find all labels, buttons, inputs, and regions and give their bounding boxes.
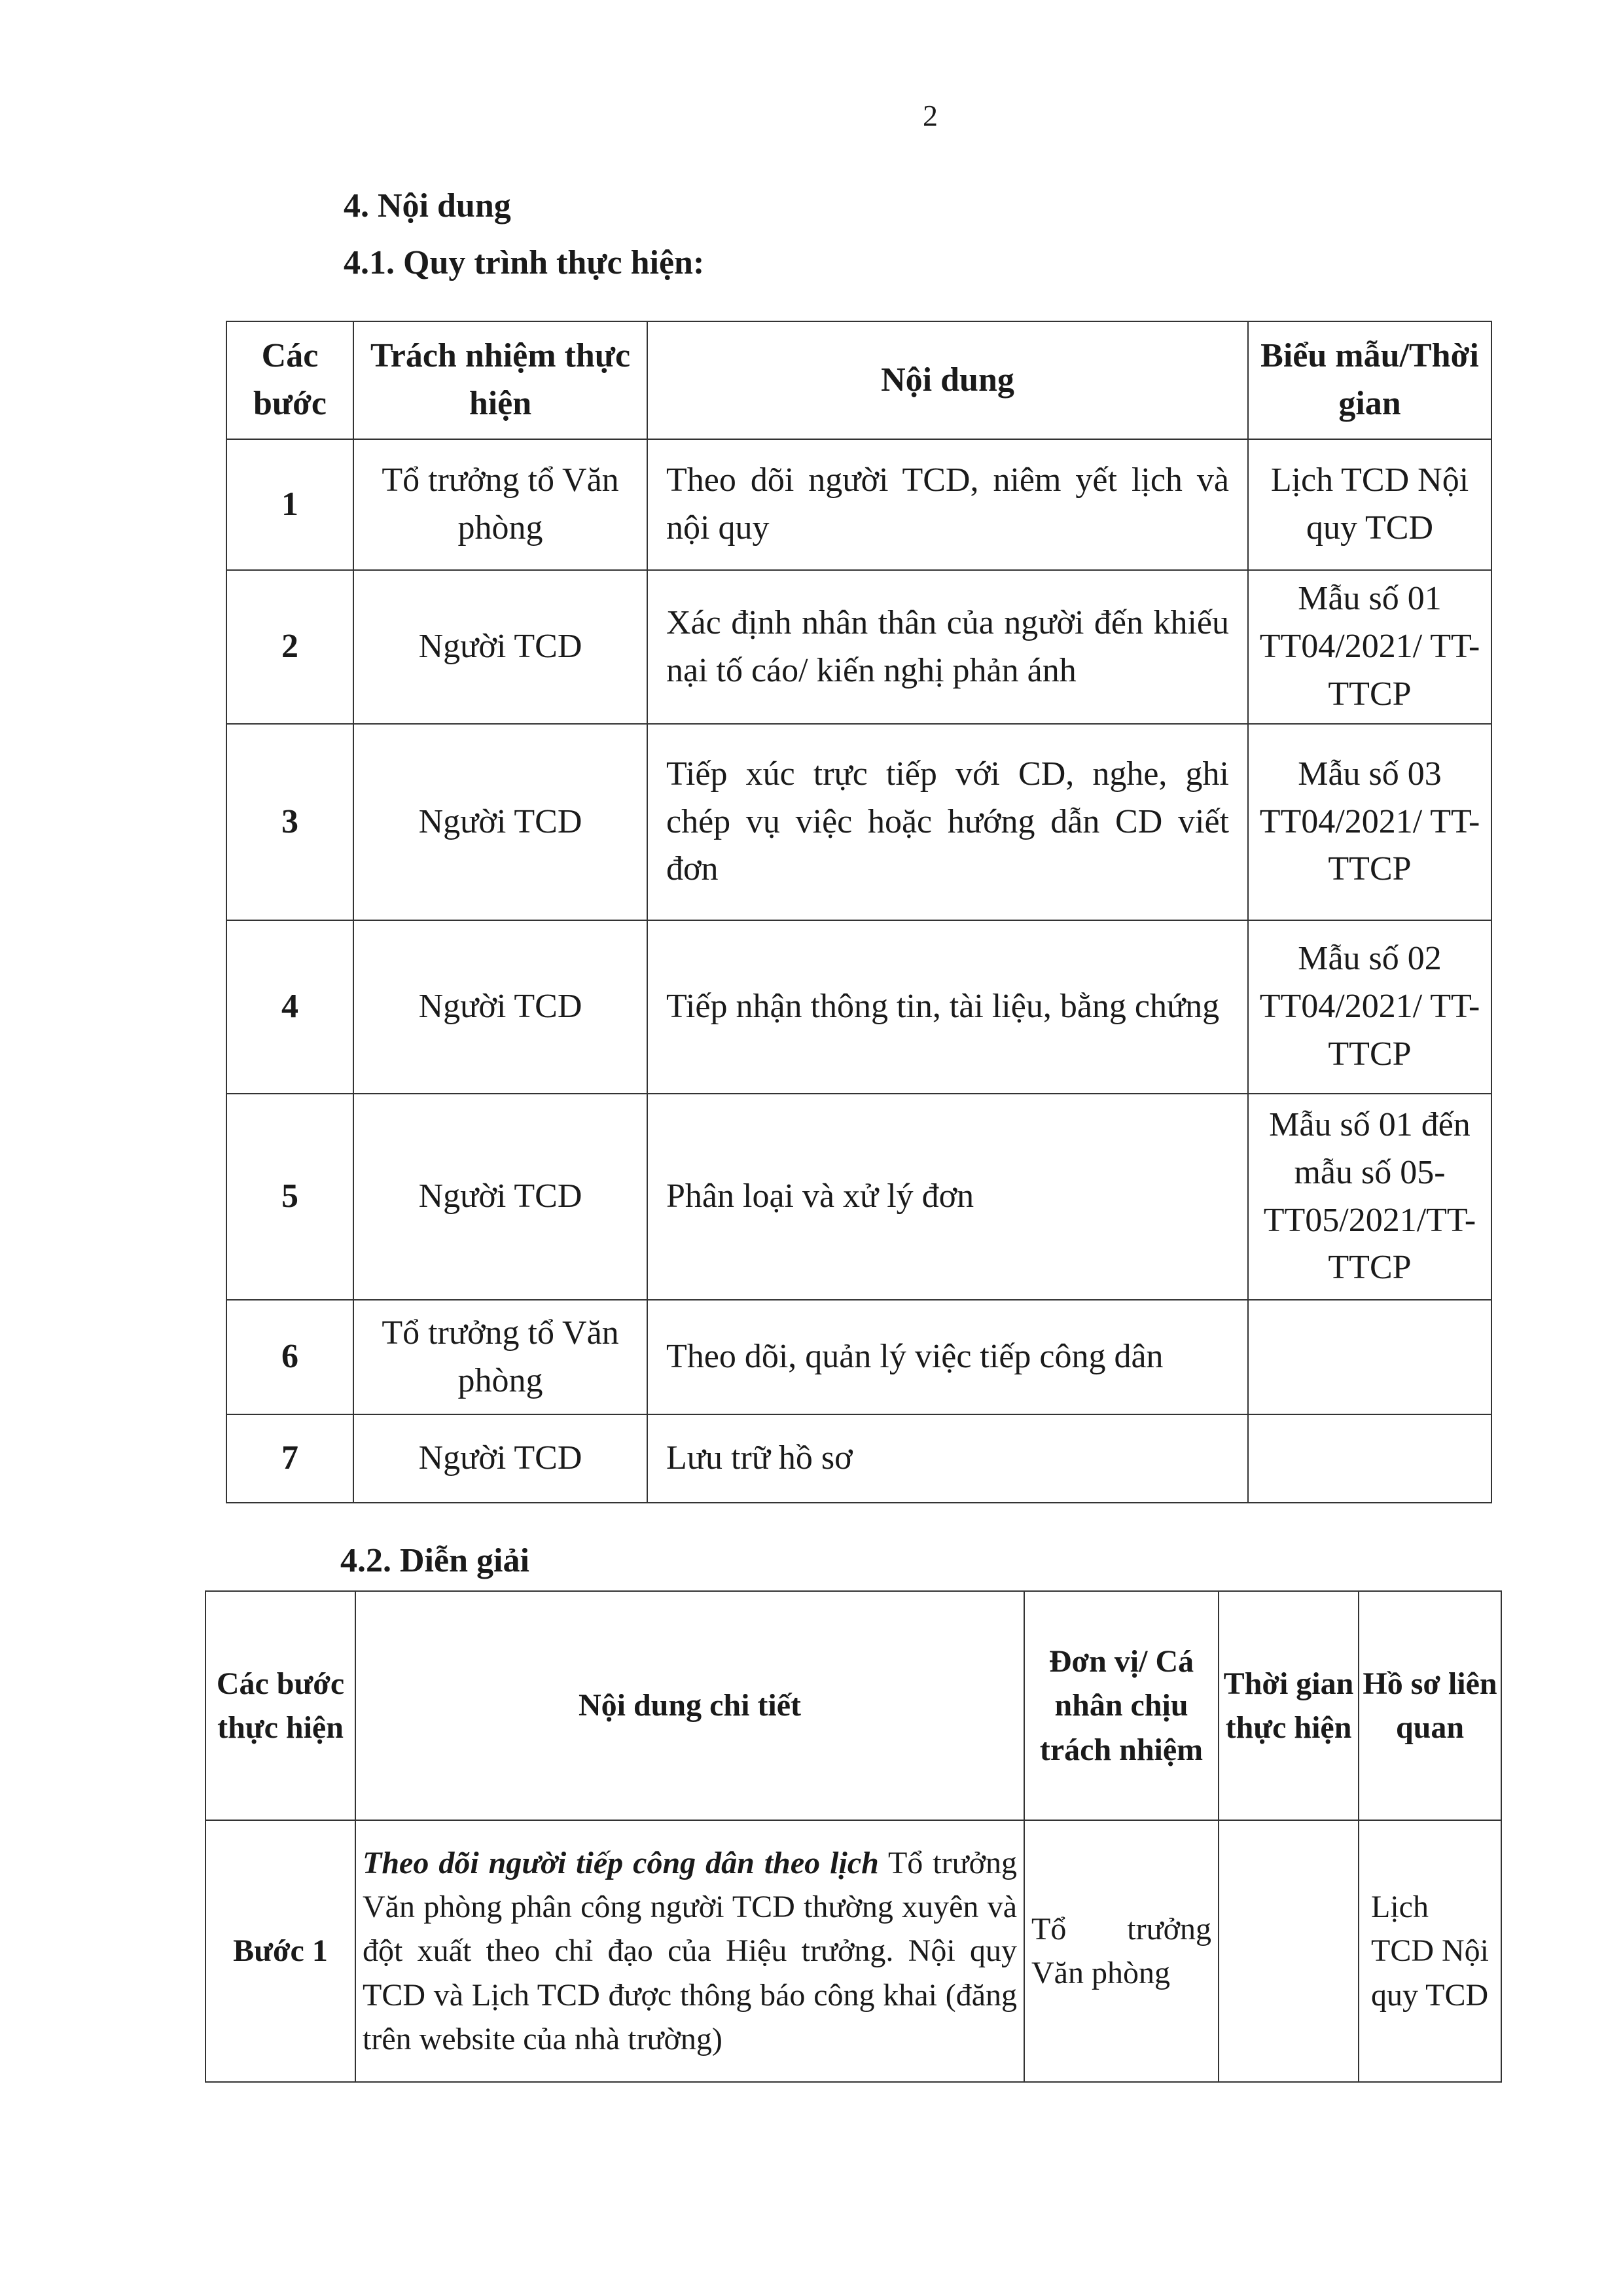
detail-text: Tổ trưởng Văn phòng phân công người TCD thường xuyên và đột xuất theo chỉ đạo của Hiệu trưởng. Nội quy TCD và Lịch TCD được thông báo công khai (đăng trên website của nhà trường)	[363, 1846, 1018, 2056]
header-docs: Hồ sơ liên quan	[1359, 1591, 1501, 1820]
explanation-table	[205, 1590, 1502, 2083]
content-cell: Tiếp nhận thông tin, tài liệu, bằng chứng	[647, 920, 1248, 1094]
table-row	[205, 1820, 1501, 2082]
header-steps: Các bước	[226, 321, 353, 439]
header-time: Thời gian thực hiện	[1219, 1591, 1359, 1820]
step-number: 4	[226, 920, 353, 1094]
step-number: 1	[226, 439, 353, 570]
explanation-heading: 4.2. Diễn giải	[340, 1542, 529, 1579]
detail-cell	[355, 1820, 1024, 2082]
table-row	[226, 1414, 1491, 1503]
time-cell	[1219, 1820, 1359, 2082]
form-cell: Mẫu số 02 TT04/2021/ TT-TTCP	[1248, 920, 1491, 1094]
header-content: Nội dung	[647, 321, 1248, 439]
form-cell: Mẫu số 01 TT04/2021/ TT-TTCP	[1248, 570, 1491, 724]
table-row	[226, 920, 1491, 1094]
header-detail: Nội dung chi tiết	[355, 1591, 1024, 1820]
step-number: 6	[226, 1300, 353, 1414]
responsible-cell: Tổ trưởng tổ Văn phòng	[353, 1300, 647, 1414]
form-cell	[1248, 1300, 1491, 1414]
responsible-cell: Người TCD	[353, 570, 647, 724]
page-number: 2	[923, 99, 938, 132]
responsible-cell: Người TCD	[353, 724, 647, 920]
process-table	[226, 321, 1492, 1503]
content-cell: Xác định nhân thân của người đến khiếu nại tố cáo/ kiến nghị phản ánh	[647, 570, 1248, 724]
explanation-table-header-row	[205, 1591, 1501, 1820]
table-row	[226, 1300, 1491, 1414]
detail-emphasis: Theo dõi người tiếp công dân theo lịch	[363, 1846, 879, 1881]
step-number: 5	[226, 1094, 353, 1300]
content-cell: Tiếp xúc trực tiếp với CD, nghe, ghi chép vụ việc hoặc hướng dẫn CD viết đơn	[647, 724, 1248, 920]
header-responsible: Trách nhiệm thực hiện	[353, 321, 647, 439]
form-cell: Mẫu số 03 TT04/2021/ TT-TTCP	[1248, 724, 1491, 920]
table-row	[226, 724, 1491, 920]
header-form-time: Biểu mẫu/Thời gian	[1248, 321, 1491, 439]
table-row	[226, 439, 1491, 570]
process-heading: 4.1. Quy trình thực hiện:	[344, 244, 705, 281]
responsible-cell: Tổ trưởng tổ Văn phòng	[353, 439, 647, 570]
docs-cell: Lịch TCD Nội quy TCD	[1359, 1820, 1501, 2082]
table-row	[226, 1094, 1491, 1300]
responsible-cell: Người TCD	[353, 1094, 647, 1300]
form-cell: Mẫu số 01 đến mẫu số 05- TT05/2021/TT- TTCP	[1248, 1094, 1491, 1300]
table-row	[226, 570, 1491, 724]
step-number: 2	[226, 570, 353, 724]
process-table-header-row	[226, 321, 1491, 439]
form-cell	[1248, 1414, 1491, 1503]
step-number: 7	[226, 1414, 353, 1503]
responsible-cell: Người TCD	[353, 1414, 647, 1503]
section-heading: 4. Nội dung	[344, 187, 511, 224]
responsible-cell: Người TCD	[353, 920, 647, 1094]
header-unit: Đơn vị/ Cá nhân chịu trách nhiệm	[1024, 1591, 1219, 1820]
step-number: 3	[226, 724, 353, 920]
step-label: Bước 1	[205, 1820, 355, 2082]
header-steps: Các bước thực hiện	[205, 1591, 355, 1820]
unit-cell: Tổ trưởng Văn phòng	[1024, 1820, 1219, 2082]
content-cell: Phân loại và xử lý đơn	[647, 1094, 1248, 1300]
form-cell: Lịch TCD Nội quy TCD	[1248, 439, 1491, 570]
content-cell: Theo dõi người TCD, niêm yết lịch và nội quy	[647, 439, 1248, 570]
content-cell: Theo dõi, quản lý việc tiếp công dân	[647, 1300, 1248, 1414]
content-cell: Lưu trữ hồ sơ	[647, 1414, 1248, 1503]
